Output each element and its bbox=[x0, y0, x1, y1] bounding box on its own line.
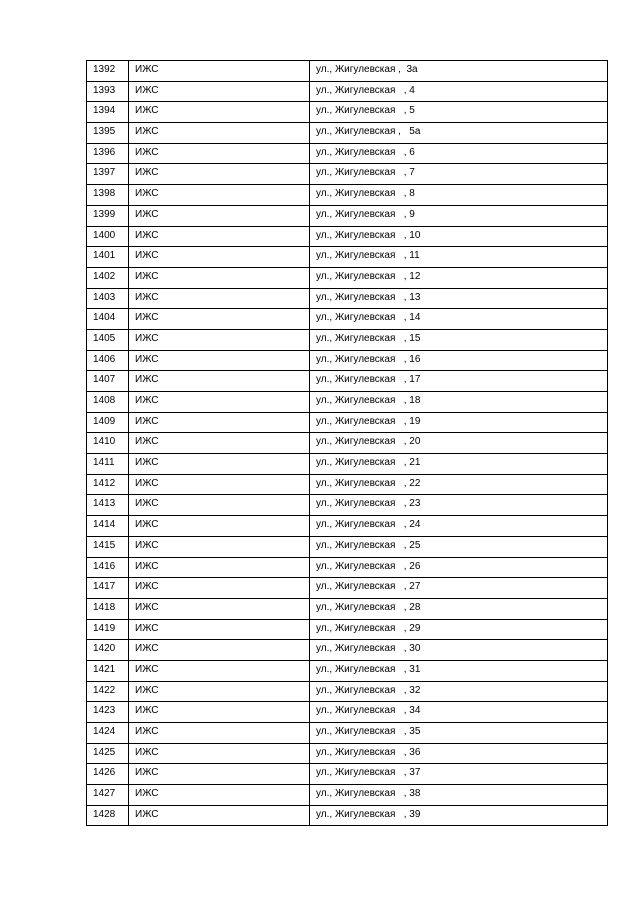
address-cell: ул., Жигулевская , 36 bbox=[310, 743, 608, 764]
row-number-cell: 1422 bbox=[87, 681, 129, 702]
building-type-cell: ИЖС bbox=[129, 412, 310, 433]
row-number-cell: 1395 bbox=[87, 123, 129, 144]
table-row bbox=[87, 660, 608, 681]
table-row bbox=[87, 536, 608, 557]
address-cell: ул., Жигулевская , 12 bbox=[310, 267, 608, 288]
building-type-cell: ИЖС bbox=[129, 516, 310, 537]
address-cell: ул., Жигулевская , 3а bbox=[310, 61, 608, 82]
table-row bbox=[87, 329, 608, 350]
row-number-cell: 1423 bbox=[87, 702, 129, 723]
address-cell: ул., Жигулевская , 27 bbox=[310, 578, 608, 599]
building-type-cell: ИЖС bbox=[129, 102, 310, 123]
address-cell: ул., Жигулевская , 38 bbox=[310, 785, 608, 806]
building-type-cell: ИЖС bbox=[129, 743, 310, 764]
address-registry-table bbox=[86, 60, 608, 826]
building-type-cell: ИЖС bbox=[129, 495, 310, 516]
table-row bbox=[87, 247, 608, 268]
address-cell: ул., Жигулевская , 30 bbox=[310, 640, 608, 661]
row-number-cell: 1392 bbox=[87, 61, 129, 82]
building-type-cell: ИЖС bbox=[129, 143, 310, 164]
address-cell: ул., Жигулевская , 4 bbox=[310, 81, 608, 102]
row-number-cell: 1424 bbox=[87, 723, 129, 744]
row-number-cell: 1415 bbox=[87, 536, 129, 557]
address-cell: ул., Жигулевская , 32 bbox=[310, 681, 608, 702]
address-cell: ул., Жигулевская , 18 bbox=[310, 392, 608, 413]
row-number-cell: 1410 bbox=[87, 433, 129, 454]
address-cell: ул., Жигулевская , 9 bbox=[310, 205, 608, 226]
building-type-cell: ИЖС bbox=[129, 247, 310, 268]
table-row bbox=[87, 267, 608, 288]
table-row bbox=[87, 288, 608, 309]
row-number-cell: 1401 bbox=[87, 247, 129, 268]
address-cell: ул., Жигулевская , 19 bbox=[310, 412, 608, 433]
address-cell: ул., Жигулевская , 20 bbox=[310, 433, 608, 454]
row-number-cell: 1421 bbox=[87, 660, 129, 681]
row-number-cell: 1403 bbox=[87, 288, 129, 309]
table-row bbox=[87, 123, 608, 144]
building-type-cell: ИЖС bbox=[129, 61, 310, 82]
table-row bbox=[87, 433, 608, 454]
table-row bbox=[87, 723, 608, 744]
building-type-cell: ИЖС bbox=[129, 557, 310, 578]
address-cell: ул., Жигулевская , 5 bbox=[310, 102, 608, 123]
row-number-cell: 1394 bbox=[87, 102, 129, 123]
row-number-cell: 1427 bbox=[87, 785, 129, 806]
building-type-cell: ИЖС bbox=[129, 805, 310, 826]
building-type-cell: ИЖС bbox=[129, 205, 310, 226]
row-number-cell: 1407 bbox=[87, 371, 129, 392]
table-row bbox=[87, 640, 608, 661]
row-number-cell: 1416 bbox=[87, 557, 129, 578]
table-row bbox=[87, 454, 608, 475]
registry-table-body bbox=[87, 61, 608, 826]
table-row bbox=[87, 557, 608, 578]
table-row bbox=[87, 619, 608, 640]
address-cell: ул., Жигулевская , 35 bbox=[310, 723, 608, 744]
row-number-cell: 1402 bbox=[87, 267, 129, 288]
row-number-cell: 1414 bbox=[87, 516, 129, 537]
address-cell: ул., Жигулевская , 21 bbox=[310, 454, 608, 475]
building-type-cell: ИЖС bbox=[129, 350, 310, 371]
row-number-cell: 1417 bbox=[87, 578, 129, 599]
row-number-cell: 1425 bbox=[87, 743, 129, 764]
row-number-cell: 1426 bbox=[87, 764, 129, 785]
address-cell: ул., Жигулевская , 16 bbox=[310, 350, 608, 371]
table-row bbox=[87, 164, 608, 185]
row-number-cell: 1397 bbox=[87, 164, 129, 185]
building-type-cell: ИЖС bbox=[129, 536, 310, 557]
building-type-cell: ИЖС bbox=[129, 578, 310, 599]
table-row bbox=[87, 205, 608, 226]
building-type-cell: ИЖС bbox=[129, 226, 310, 247]
building-type-cell: ИЖС bbox=[129, 640, 310, 661]
table-row bbox=[87, 392, 608, 413]
address-cell: ул., Жигулевская , 7 bbox=[310, 164, 608, 185]
address-cell: ул., Жигулевская , 5а bbox=[310, 123, 608, 144]
row-number-cell: 1406 bbox=[87, 350, 129, 371]
address-cell: ул., Жигулевская , 22 bbox=[310, 474, 608, 495]
row-number-cell: 1405 bbox=[87, 329, 129, 350]
address-cell: ул., Жигулевская , 13 bbox=[310, 288, 608, 309]
building-type-cell: ИЖС bbox=[129, 81, 310, 102]
address-cell: ул., Жигулевская , 28 bbox=[310, 598, 608, 619]
address-cell: ул., Жигулевская , 29 bbox=[310, 619, 608, 640]
address-cell: ул., Жигулевская , 17 bbox=[310, 371, 608, 392]
address-cell: ул., Жигулевская , 14 bbox=[310, 309, 608, 330]
table-row bbox=[87, 309, 608, 330]
table-row bbox=[87, 143, 608, 164]
building-type-cell: ИЖС bbox=[129, 123, 310, 144]
table-row bbox=[87, 474, 608, 495]
table-row bbox=[87, 371, 608, 392]
table-row bbox=[87, 102, 608, 123]
table-row bbox=[87, 350, 608, 371]
address-cell: ул., Жигулевская , 26 bbox=[310, 557, 608, 578]
table-row bbox=[87, 743, 608, 764]
table-row bbox=[87, 185, 608, 206]
address-cell: ул., Жигулевская , 25 bbox=[310, 536, 608, 557]
row-number-cell: 1396 bbox=[87, 143, 129, 164]
address-cell: ул., Жигулевская , 31 bbox=[310, 660, 608, 681]
building-type-cell: ИЖС bbox=[129, 267, 310, 288]
building-type-cell: ИЖС bbox=[129, 164, 310, 185]
building-type-cell: ИЖС bbox=[129, 454, 310, 475]
building-type-cell: ИЖС bbox=[129, 660, 310, 681]
building-type-cell: ИЖС bbox=[129, 185, 310, 206]
row-number-cell: 1398 bbox=[87, 185, 129, 206]
row-number-cell: 1408 bbox=[87, 392, 129, 413]
building-type-cell: ИЖС bbox=[129, 474, 310, 495]
row-number-cell: 1413 bbox=[87, 495, 129, 516]
row-number-cell: 1393 bbox=[87, 81, 129, 102]
table-row bbox=[87, 81, 608, 102]
building-type-cell: ИЖС bbox=[129, 681, 310, 702]
row-number-cell: 1428 bbox=[87, 805, 129, 826]
building-type-cell: ИЖС bbox=[129, 329, 310, 350]
address-cell: ул., Жигулевская , 11 bbox=[310, 247, 608, 268]
row-number-cell: 1400 bbox=[87, 226, 129, 247]
building-type-cell: ИЖС bbox=[129, 723, 310, 744]
address-cell: ул., Жигулевская , 37 bbox=[310, 764, 608, 785]
table-row bbox=[87, 702, 608, 723]
row-number-cell: 1412 bbox=[87, 474, 129, 495]
table-row bbox=[87, 764, 608, 785]
address-cell: ул., Жигулевская , 34 bbox=[310, 702, 608, 723]
row-number-cell: 1418 bbox=[87, 598, 129, 619]
table-row bbox=[87, 578, 608, 599]
table-row bbox=[87, 785, 608, 806]
address-cell: ул., Жигулевская , 23 bbox=[310, 495, 608, 516]
address-cell: ул., Жигулевская , 8 bbox=[310, 185, 608, 206]
address-cell: ул., Жигулевская , 39 bbox=[310, 805, 608, 826]
row-number-cell: 1409 bbox=[87, 412, 129, 433]
row-number-cell: 1404 bbox=[87, 309, 129, 330]
table-row bbox=[87, 61, 608, 82]
building-type-cell: ИЖС bbox=[129, 598, 310, 619]
table-row bbox=[87, 516, 608, 537]
address-cell: ул., Жигулевская , 15 bbox=[310, 329, 608, 350]
table-row bbox=[87, 495, 608, 516]
address-cell: ул., Жигулевская , 6 bbox=[310, 143, 608, 164]
table-row bbox=[87, 226, 608, 247]
building-type-cell: ИЖС bbox=[129, 433, 310, 454]
building-type-cell: ИЖС bbox=[129, 288, 310, 309]
building-type-cell: ИЖС bbox=[129, 702, 310, 723]
address-cell: ул., Жигулевская , 24 bbox=[310, 516, 608, 537]
row-number-cell: 1411 bbox=[87, 454, 129, 475]
row-number-cell: 1399 bbox=[87, 205, 129, 226]
building-type-cell: ИЖС bbox=[129, 619, 310, 640]
row-number-cell: 1420 bbox=[87, 640, 129, 661]
building-type-cell: ИЖС bbox=[129, 371, 310, 392]
building-type-cell: ИЖС bbox=[129, 764, 310, 785]
table-row bbox=[87, 805, 608, 826]
row-number-cell: 1419 bbox=[87, 619, 129, 640]
table-row bbox=[87, 598, 608, 619]
building-type-cell: ИЖС bbox=[129, 309, 310, 330]
table-row bbox=[87, 681, 608, 702]
building-type-cell: ИЖС bbox=[129, 785, 310, 806]
building-type-cell: ИЖС bbox=[129, 392, 310, 413]
table-row bbox=[87, 412, 608, 433]
address-cell: ул., Жигулевская , 10 bbox=[310, 226, 608, 247]
